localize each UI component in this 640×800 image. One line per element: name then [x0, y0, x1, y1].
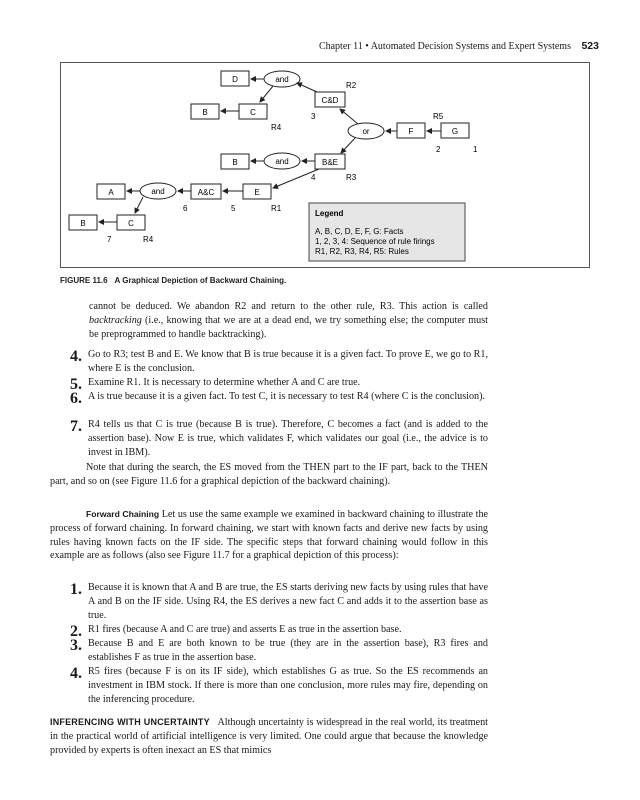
page-number: 523 — [581, 40, 599, 52]
figure-caption — [60, 276, 286, 285]
list-item: 6. A is true because it is a given fact. To test C, it is necessary to test R4 (where C is the conclusion). — [70, 390, 485, 407]
backward-chaining-diagram — [61, 63, 591, 269]
chapter-title: Automated Decision Systems and Expert Systems — [370, 41, 571, 52]
edge-CandD-to-and — [297, 83, 317, 92]
label-G: G — [451, 127, 459, 136]
list-item: 1. Because it is known that A and B are true, the ES starts deriving new facts by using rules that have A and B on the IF side. Using R4, the ES derives a new fact C and adds it to the assertion base as true. — [70, 581, 488, 621]
label-D: D — [232, 75, 238, 84]
step-3-continuation: cannot be deduced. We abandon R2 and return to the other rule, R3. This action is called backtracking (i.e., knowing that we are at a dead end, we try something else; the computer must be preprogrammed to handle backtracking). — [89, 301, 488, 340]
running-head — [319, 40, 599, 52]
label-n6: 6 — [183, 204, 188, 213]
label-or: or — [362, 127, 370, 136]
uncertainty-paragraph: INFERENCING WITH UNCERTAINTY Although uncertainty is widespread in the real world, its treatment in the practical world of artificial intelligence is very limited. One could argue that because the knowledge provided by experts is often inexact an ES that mimics — [50, 717, 488, 756]
forward-chaining-heading: Forward Chaining — [86, 509, 160, 519]
label-C-r4: C — [250, 108, 256, 117]
label-R2: R2 — [346, 81, 357, 90]
label-F: F — [408, 127, 414, 136]
label-BandE: B&E — [321, 158, 339, 167]
label-and-mid: and — [275, 157, 289, 166]
legend-title: Legend — [315, 209, 344, 218]
label-CandD: C&D — [321, 96, 339, 105]
figure-number: FIGURE 11.6 — [60, 276, 108, 285]
list-item: 4. R5 fires (because F is on its IF side), which establishes G as true. So the ES recommends an investment in IBM stock. If there is more than one conclusion, more rules may fire, depending on the inferencing procedure. — [70, 665, 488, 705]
label-R3: R3 — [346, 173, 357, 182]
label-A: A — [108, 188, 114, 197]
legend-line-2: 1, 2, 3, 4: Sequence of rule firings — [315, 237, 435, 246]
list-item: 7. R4 tells us that C is true (because B is true). Therefore, C becomes a fact (and is added to the assertion base). Now E is true, which validates F, which validates our goal (i.e., the advice is to invest in IBM). — [70, 418, 488, 458]
chapter-label: Chapter 11 — [318, 41, 363, 52]
figure-caption-text: A Graphical Depiction of Backward Chaining. — [114, 276, 287, 285]
term-backtracking: backtracking — [89, 314, 142, 326]
label-C-low: C — [128, 219, 134, 228]
figure-backward-chaining — [60, 62, 590, 268]
label-n7: 7 — [107, 235, 112, 244]
label-n5: 5 — [231, 204, 236, 213]
forward-chaining-paragraph: Forward Chaining Let us use the same example we examined in backward chaining to illustrate the process of forward chaining. In forward chaining, we start with known facts and derive new facts by using rules having known facts on the IF side. The specific steps that forward chaining would follow in this example are as follows (also see Figure 11.7 for a graphical depiction of this process): — [50, 509, 489, 562]
list-item: 2. R1 fires (because A and C are true) and asserts E as true in the assertion base. — [70, 623, 402, 640]
label-n1: 1 — [473, 145, 478, 154]
header-separator: • — [365, 41, 369, 52]
legend-line-1: A, B, C, D, E, F, G: Facts — [315, 227, 404, 236]
label-R4-low: R4 — [143, 235, 154, 244]
list-item: 5. Examine R1. It is necessary to determine whether A and C are true. — [70, 376, 361, 393]
list-item: 3. Because B and E are both known to be true (they are in the assertion base), R3 fires and establishes F as true in the assertion base. — [70, 637, 488, 663]
legend-line-3: R1, R2, R3, R4, R5: Rules — [315, 247, 409, 256]
label-B-r4: B — [202, 108, 208, 117]
label-R5: R5 — [433, 112, 444, 121]
label-R1: R1 — [271, 204, 282, 213]
label-AandC: A&C — [197, 188, 215, 197]
label-n4: 4 — [311, 173, 316, 182]
uncertainty-heading: INFERENCING WITH UNCERTAINTY — [50, 717, 210, 727]
label-R4-top: R4 — [271, 123, 282, 132]
edge-and-to-Clow — [135, 197, 143, 213]
label-n2: 2 — [436, 145, 441, 154]
edge-or-to-CandD — [340, 109, 358, 124]
edge-or-to-BandE — [341, 138, 355, 153]
note-paragraph: Note that during the search, the ES moved from the THEN part to the IF part, back to the THEN part, and so on (see Figure 11.6 for a graphical depiction of the backward chaining). — [50, 462, 488, 487]
list-item: 4. Go to R3; test B and E. We know that B is true because it is a given fact. To prove E, we go to R1, where E is the conclusion. — [70, 348, 488, 374]
label-E: E — [254, 188, 260, 197]
edge-and-to-C — [260, 86, 273, 102]
label-B-mid: B — [232, 158, 238, 167]
label-B-low: B — [80, 219, 86, 228]
label-and-top: and — [275, 75, 289, 84]
label-and-low: and — [151, 187, 165, 196]
label-n3: 3 — [311, 112, 316, 121]
